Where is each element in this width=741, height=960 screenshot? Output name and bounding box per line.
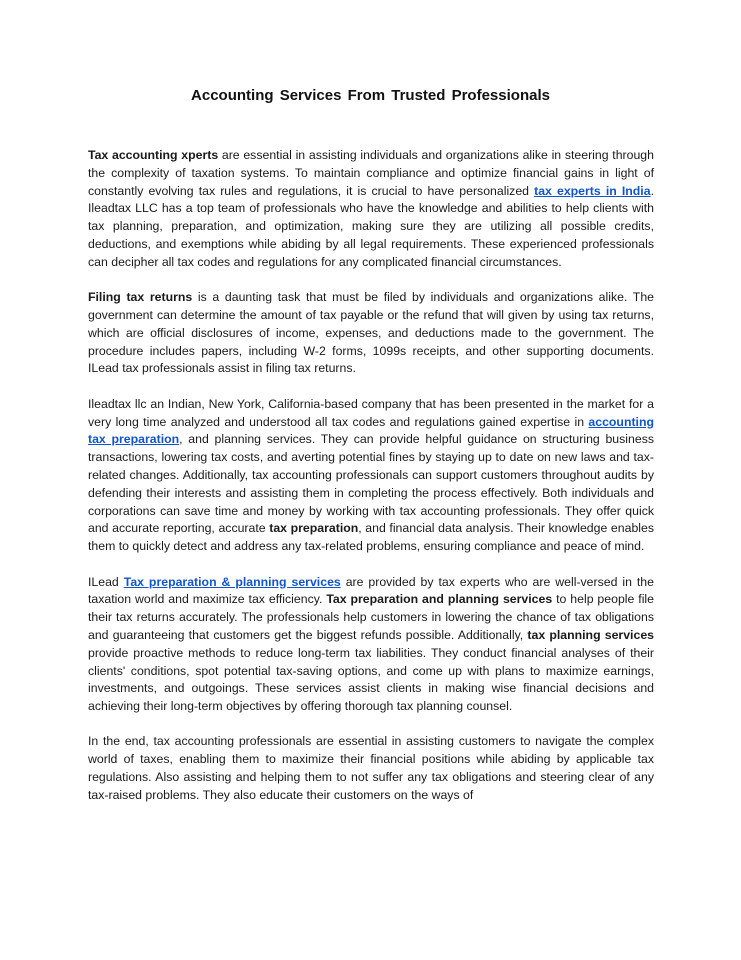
bold-phrase: Tax preparation and planning services xyxy=(326,592,553,607)
paragraph-text: to help people file their tax returns accurately. The professionals help customers in lowering the chance of tax obligations and guaranteeing that customers get the biggest refunds possible. Additionally, xyxy=(88,592,654,642)
paragraph-5 xyxy=(88,733,654,804)
paragraph-text: , and financial data analysis. Their knowledge enables them to quickly detect and address any tax-related problems, ensuring compliance and peace of mind. xyxy=(88,521,655,554)
paragraph-2 xyxy=(88,289,654,378)
tax-experts-india-link[interactable]: tax experts in India xyxy=(534,183,651,198)
paragraph-text: are provided by tax experts who are well-versed in the taxation world and maximize tax efficiency. xyxy=(88,574,654,607)
tax-preparation-planning-link[interactable]: Tax preparation & planning services xyxy=(123,574,341,589)
paragraph-text: , and planning services. They can provide helpful guidance on structuring business transactions, lowering tax costs, and averting potential fines by staying up to date on new laws and tax-related changes. Additionally, tax accounting professionals can support customers throughout audits by defending their interests and assisting them in completing the process effectively. Both individuals and corporations can save time and money by working with tax accounting professionals. They offer quick and accurate reporting, accurate xyxy=(88,432,654,536)
paragraph-1 xyxy=(88,147,654,272)
bold-phrase: Filing tax returns xyxy=(88,290,193,305)
bold-phrase: Tax accounting xperts xyxy=(88,148,219,162)
document-body xyxy=(88,147,654,822)
accounting-tax-preparation-link[interactable]: accounting tax preparation xyxy=(88,414,654,447)
paragraph-text: Ileadtax llc an Indian, New York, California-based company that has been presented in the market for a very long time analyzed and understood all tax codes and regulations gained expertise in xyxy=(88,396,654,429)
paragraph-text: In the end, tax accounting professionals are essential in assisting customers to navigate the complex world of taxes, enabling them to maximize their financial positions while abiding by applicable tax regulations. Also assisting and helping them to not suffer any tax obligations and steering clear of any tax-raised problems. They also educate their customers on the ways of xyxy=(88,734,654,802)
paragraph-text: are essential in assisting individuals and organizations alike in steering through the complexity of taxation systems. To maintain compliance and optimize financial gains in light of constantly evolving tax rules and regulations, it is crucial to have personalized xyxy=(88,148,654,198)
paragraph-text: . Ileadtax LLC has a top team of professionals who have the knowledge and abilities to help clients with tax planning, preparation, and optimization, making sure they are utilizing all possible credits, deductions, and exemptions while abiding by all legal requirements. These experienced professionals can decipher all tax codes and regulations for any complicated financial circumstances. xyxy=(88,183,654,269)
bold-phrase: tax preparation xyxy=(269,521,359,536)
bold-phrase: tax planning services xyxy=(527,627,654,642)
paragraph-text: ILead xyxy=(88,574,124,589)
document-title: Accounting Services From Trusted Professionals xyxy=(191,87,550,104)
paragraph-text: is a daunting task that must be filed by individuals and organizations alike. The government can determine the amount of tax payable or the refund that will given by using tax returns, which are official disclosures of income, expenses, and deductions made to the government. The procedure includes papers, including W-2 forms, 1099s receipts, and other supporting documents. ILead tax professionals assist in filing tax returns. xyxy=(88,290,654,376)
paragraph-4 xyxy=(88,574,654,716)
paragraph-3 xyxy=(88,396,654,556)
paragraph-text: provide proactive methods to reduce long-term tax liabilities. They conduct financial analyses of their clients' conditions, spot potential tax-saving options, and come up with plans to maximize earnings, investments, and outgoings. These services assist clients in making wise financial decisions and achieving their long-term objectives by offering thorough tax planning counsel. xyxy=(88,645,654,714)
